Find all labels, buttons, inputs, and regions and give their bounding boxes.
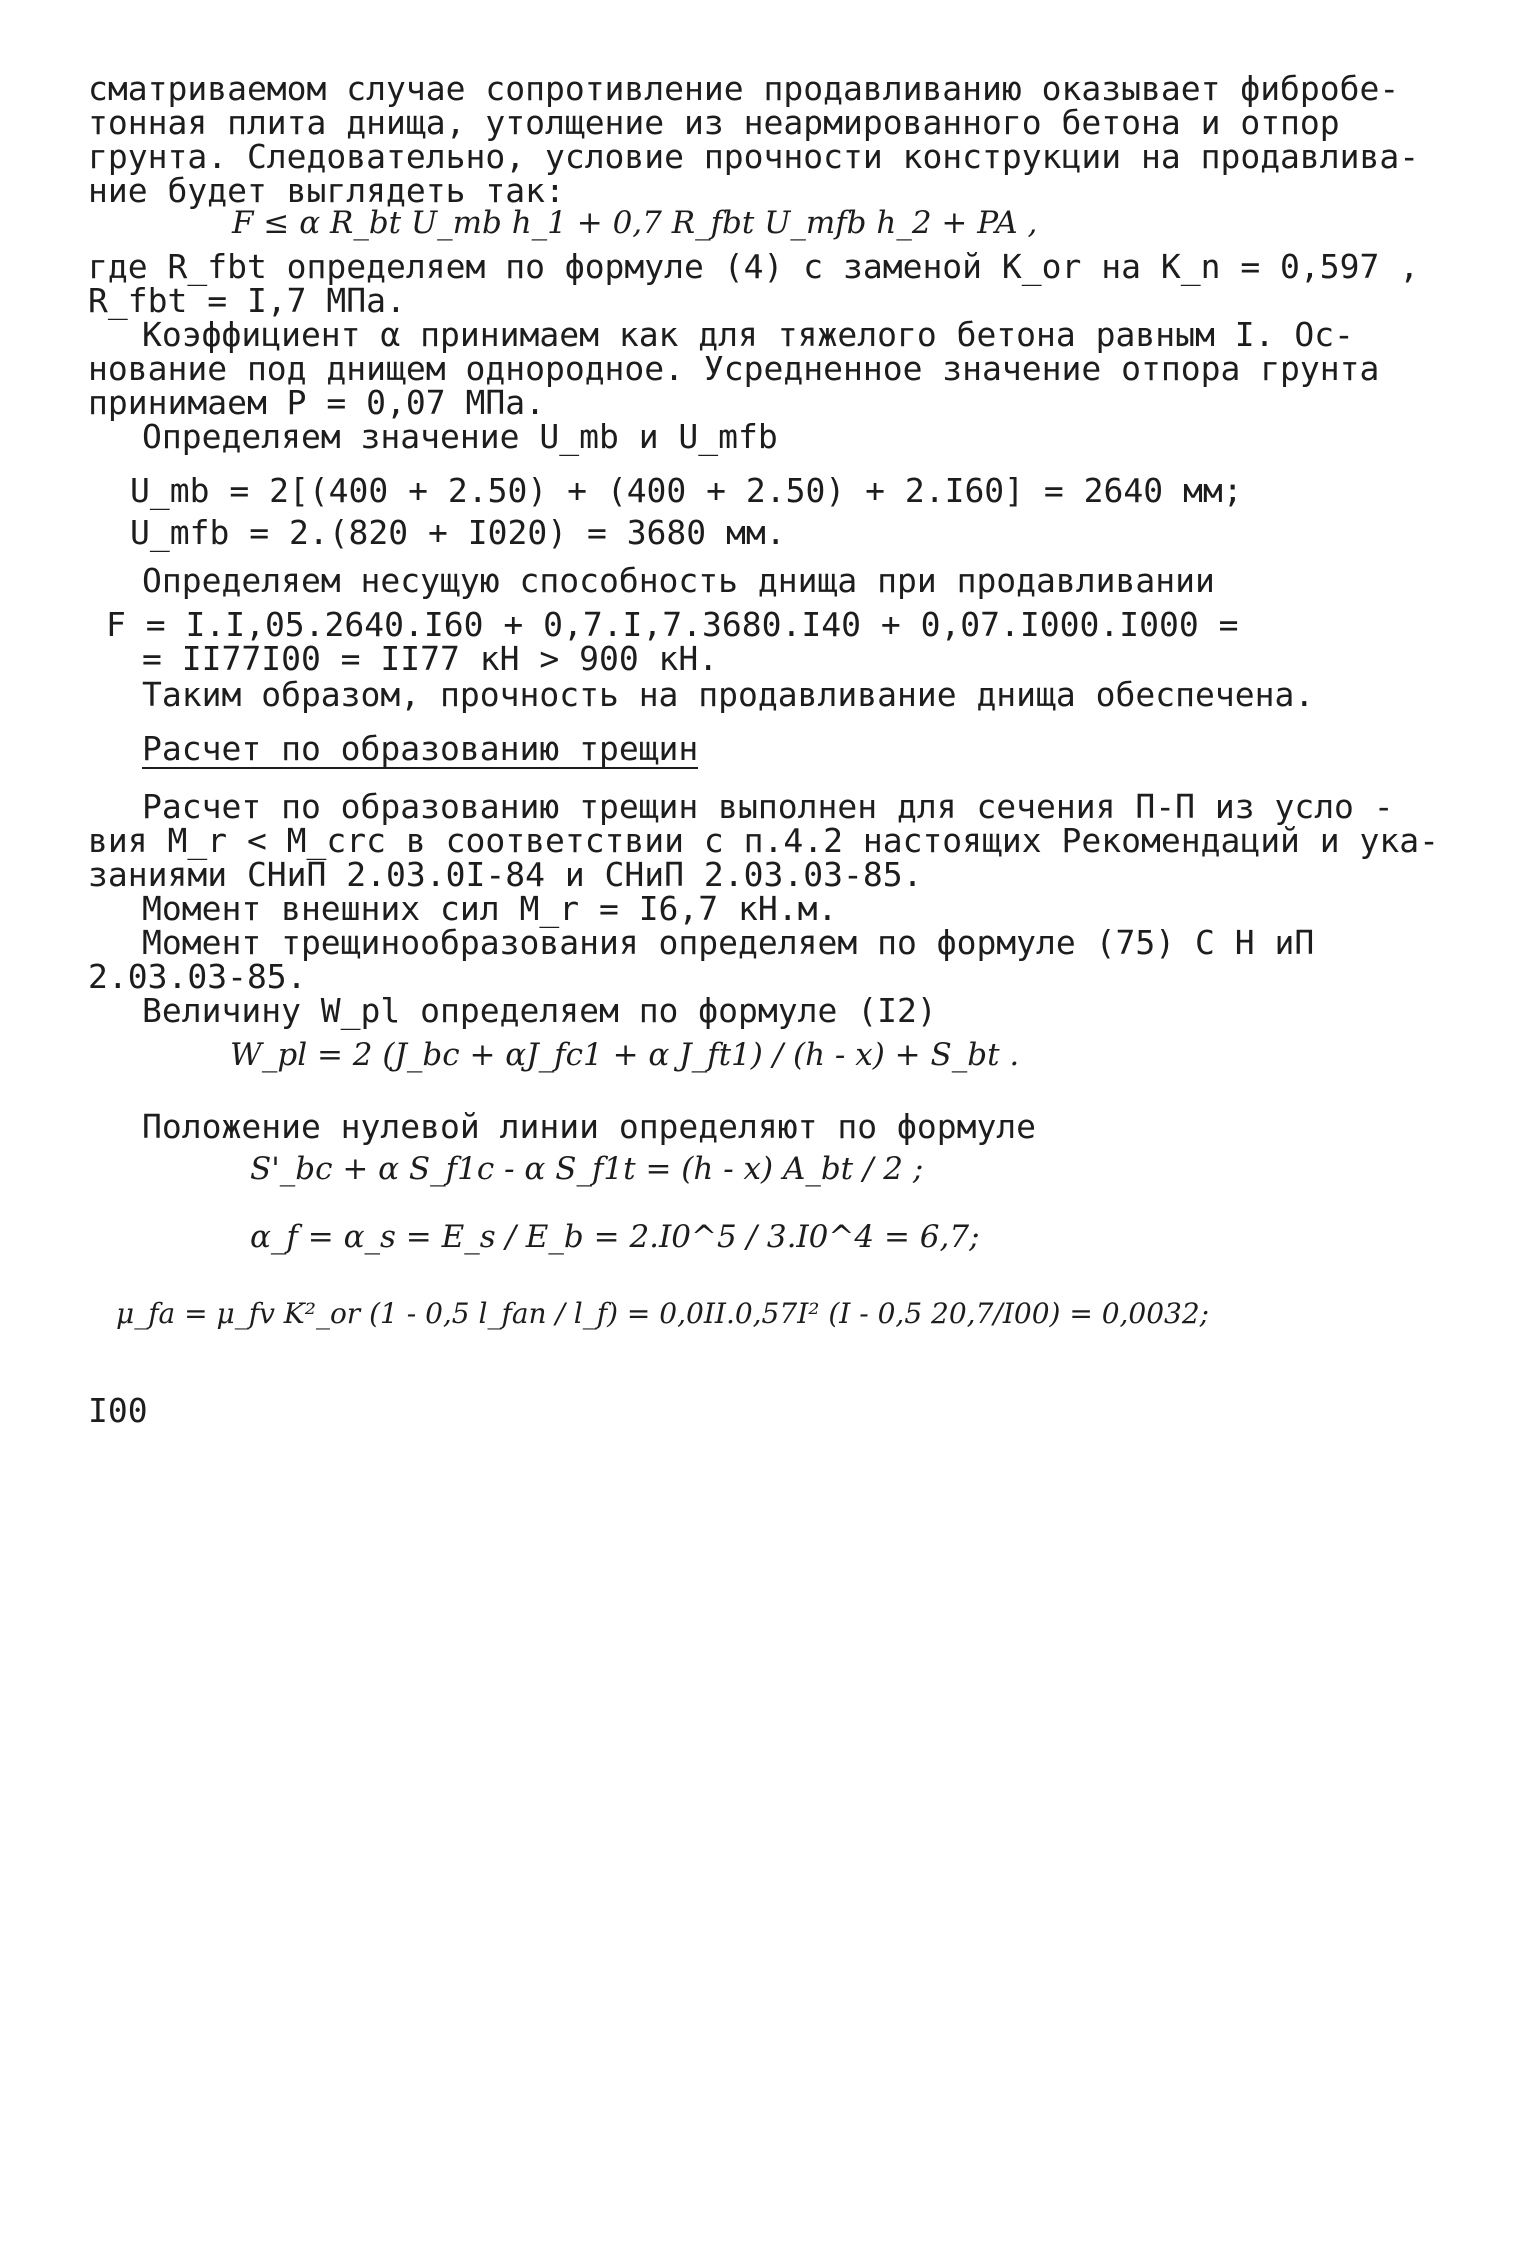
formula-wpl: W_pl = 2 (J_bc + αJ_fc1 + α J_ft1) / (h - x) + S_bt .	[230, 1037, 1020, 1073]
text-line: Коэффициент α принимаем как для тяжелого бетона равным I. Ос-	[142, 315, 1354, 354]
page-number: I00	[88, 1391, 148, 1430]
text-line: ние будет выглядеть так:	[88, 171, 565, 210]
text-line: Таким образом, прочность на продавливание днища обеспечена.	[142, 675, 1315, 714]
text-line: сматриваемом случае сопротивление продавливанию оказывает фибробе-	[88, 69, 1400, 108]
equation-f-line: = II77I00 = II77 кН > 900 кН.	[142, 639, 719, 678]
text-line: грунта. Следовательно, условие прочности конструкции на продавлива-	[88, 137, 1420, 176]
text-line: Расчет по образованию трещин выполнен для сечения П-П из усло -	[142, 787, 1394, 826]
section-heading: Расчет по образованию трещин	[142, 729, 699, 768]
formula-alpha: α_f = α_s = E_s / E_b = 2.I0^5 / 3.I0^4 = 6,7;	[250, 1219, 980, 1255]
formula-mu: μ_fa = μ_fv K²_or (1 - 0,5 l_fan / l_f) = 0,0II.0,57I² (I - 0,5 20,7/I00) = 0,0032;	[116, 1297, 1210, 1330]
text-line: принимаем P = 0,07 МПа.	[88, 383, 545, 422]
text-line: нование под днищем однородное. Усредненное значение отпора грунта	[88, 349, 1380, 388]
text-line: Определяем значение U_mb и U_mfb	[142, 417, 778, 456]
text-line: вия M_r < M_crc в соответствии с п.4.2 настоящих Рекомендаций и ука-	[88, 821, 1440, 860]
text-line: Момент трещинообразования определяем по формуле (75) С Н иП	[142, 923, 1315, 962]
text-line: где R_fbt определяем по формуле (4) с заменой K_or на K_n = 0,597 ,	[88, 247, 1420, 286]
equation-umb: U_mb = 2[(400 + 2.50) + (400 + 2.50) + 2.I60] = 2640 мм;	[130, 471, 1243, 510]
text-line: Величину W_pl определяем по формуле (I2)	[142, 991, 937, 1030]
equation-f-line: F = I.I,05.2640.I60 + 0,7.I,7.3680.I40 + 0,07.I000.I000 =	[106, 605, 1239, 644]
text-line: Определяем несущую способность днища при продавливании	[142, 561, 1215, 600]
text-line: Момент внешних сил M_r = I6,7 кН.м.	[142, 889, 838, 928]
formula-strength: F ≤ α R_bt U_mb h_1 + 0,7 R_fbt U_mfb h_2 + PA ,	[232, 205, 1038, 241]
text-line: заниями СНиП 2.03.0I-84 и СНиП 2.03.03-85.	[88, 855, 923, 894]
text-line: R_fbt = I,7 МПа.	[88, 281, 406, 320]
equation-umfb: U_mfb = 2.(820 + I020) = 3680 мм.	[130, 513, 786, 552]
text-line: тонная плита днища, утолщение из неармированного бетона и отпор	[88, 103, 1340, 142]
formula-neutral-line: S'_bc + α S_f1c - α S_f1t = (h - x) A_bt / 2 ;	[250, 1151, 924, 1187]
text-line: Положение нулевой линии определяют по формуле	[142, 1107, 1037, 1146]
text-line: 2.03.03-85.	[88, 957, 307, 996]
